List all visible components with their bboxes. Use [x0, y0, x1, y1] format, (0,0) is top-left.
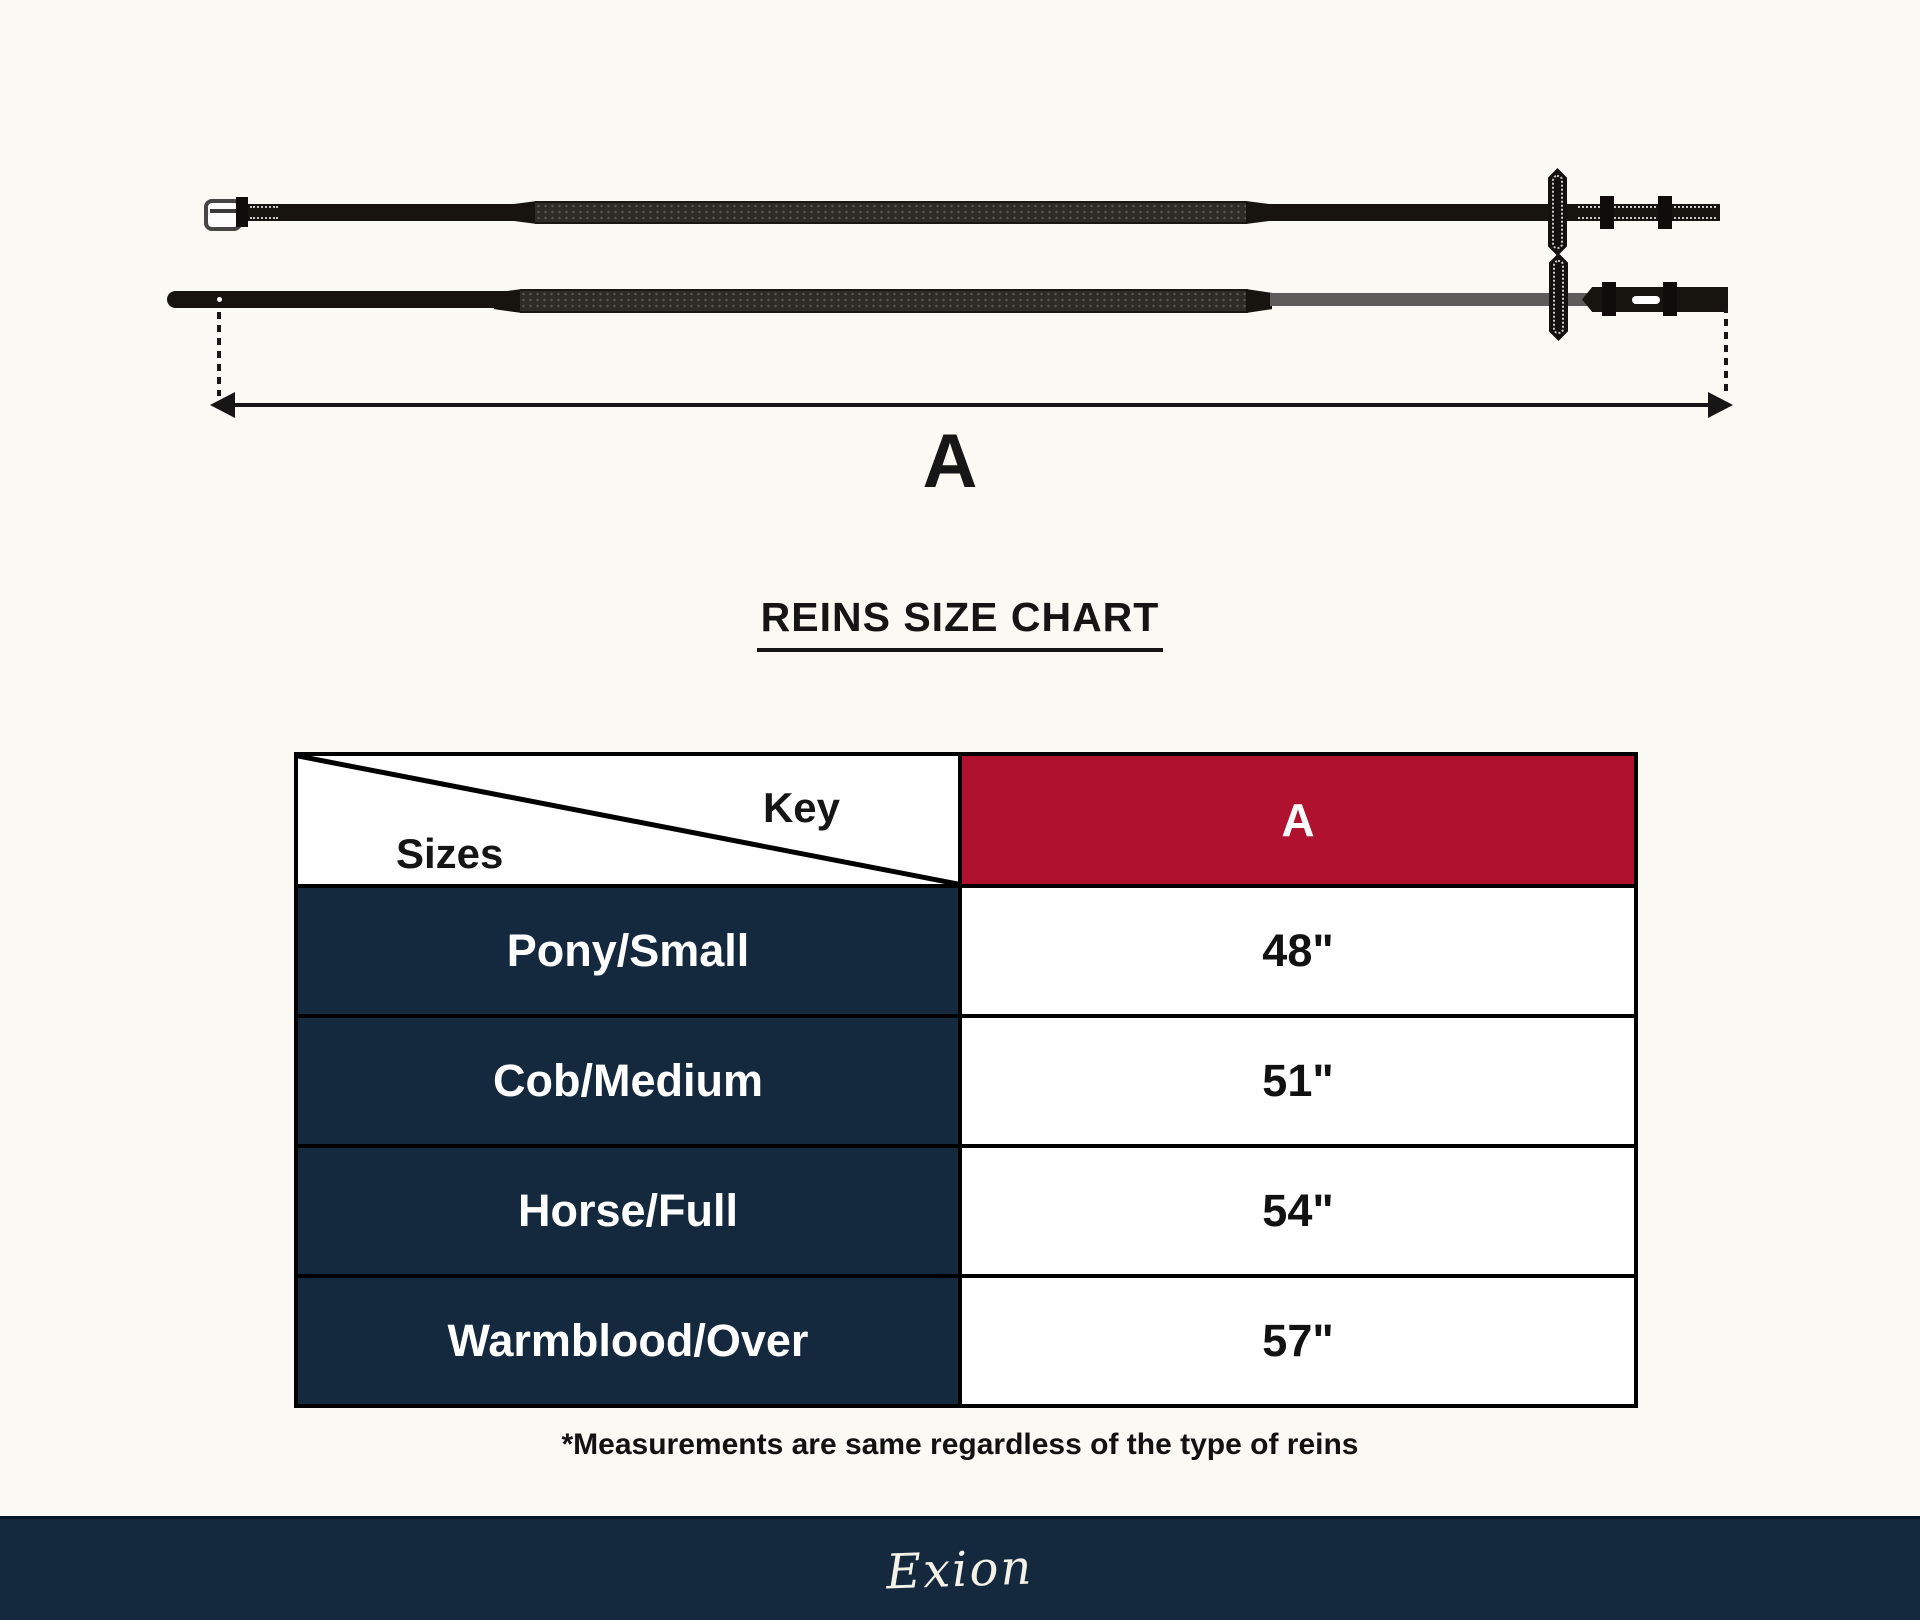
rein-bottom-stitch-hole	[217, 297, 222, 302]
dimension-arrow-line	[233, 403, 1711, 407]
row-value: 51"	[958, 1018, 1634, 1144]
rein-top-transition-left	[509, 201, 537, 224]
corner-sizes-label: Sizes	[396, 830, 504, 877]
row-value: 54"	[958, 1148, 1634, 1274]
brand-logo: Exion	[885, 1538, 1035, 1601]
rein-bottom-transition-left	[494, 289, 522, 313]
arrowhead-right-icon	[1708, 392, 1733, 418]
size-table	[294, 752, 1638, 1408]
table-row	[298, 1014, 1634, 1144]
table-corner-cell	[298, 756, 958, 884]
row-label: Cob/Medium	[298, 1018, 958, 1144]
table-row	[298, 1274, 1634, 1404]
rein-bottom-grip	[520, 289, 1248, 313]
rein-top-keeper-2	[1658, 196, 1672, 229]
row-value: 48"	[958, 888, 1634, 1014]
row-value: 57"	[958, 1278, 1634, 1404]
column-header-a: A	[958, 756, 1634, 884]
rein-bottom-billet	[1549, 253, 1568, 341]
rein-top-keeper-left	[236, 197, 248, 227]
rein-bottom-keeper-2	[1663, 282, 1677, 316]
table-row	[298, 884, 1634, 1014]
rein-top-stitching-right	[1578, 206, 1716, 219]
rein-top-billet	[1548, 168, 1567, 256]
dimension-extension-line-left	[217, 312, 221, 396]
rein-top-transition-right	[1246, 201, 1274, 224]
page-title: REINS SIZE CHART	[757, 594, 1164, 652]
corner-key-label: Key	[762, 784, 840, 831]
rein-bottom-slot	[1632, 296, 1660, 304]
dimension-extension-line-right	[1724, 306, 1728, 396]
rein-bottom-transition-right	[1246, 289, 1272, 313]
rein-top-stitching-left	[250, 206, 278, 219]
buckle-prong	[210, 209, 236, 213]
footer-bar	[0, 1516, 1920, 1620]
measurement-footnote: *Measurements are same regardless of the type of reins	[561, 1428, 1359, 1461]
dimension-label: A	[922, 419, 978, 504]
row-label: Pony/Small	[298, 888, 958, 1014]
table-header-row	[298, 756, 1634, 884]
table-row	[298, 1144, 1634, 1274]
row-label: Horse/Full	[298, 1148, 958, 1274]
rein-top-keeper-1	[1600, 196, 1614, 229]
rein-top-grip	[535, 201, 1247, 224]
page-title-wrap	[0, 594, 1920, 652]
row-label: Warmblood/Over	[298, 1278, 958, 1404]
rein-bottom-keeper-1	[1602, 282, 1616, 316]
arrowhead-left-icon	[210, 392, 235, 418]
